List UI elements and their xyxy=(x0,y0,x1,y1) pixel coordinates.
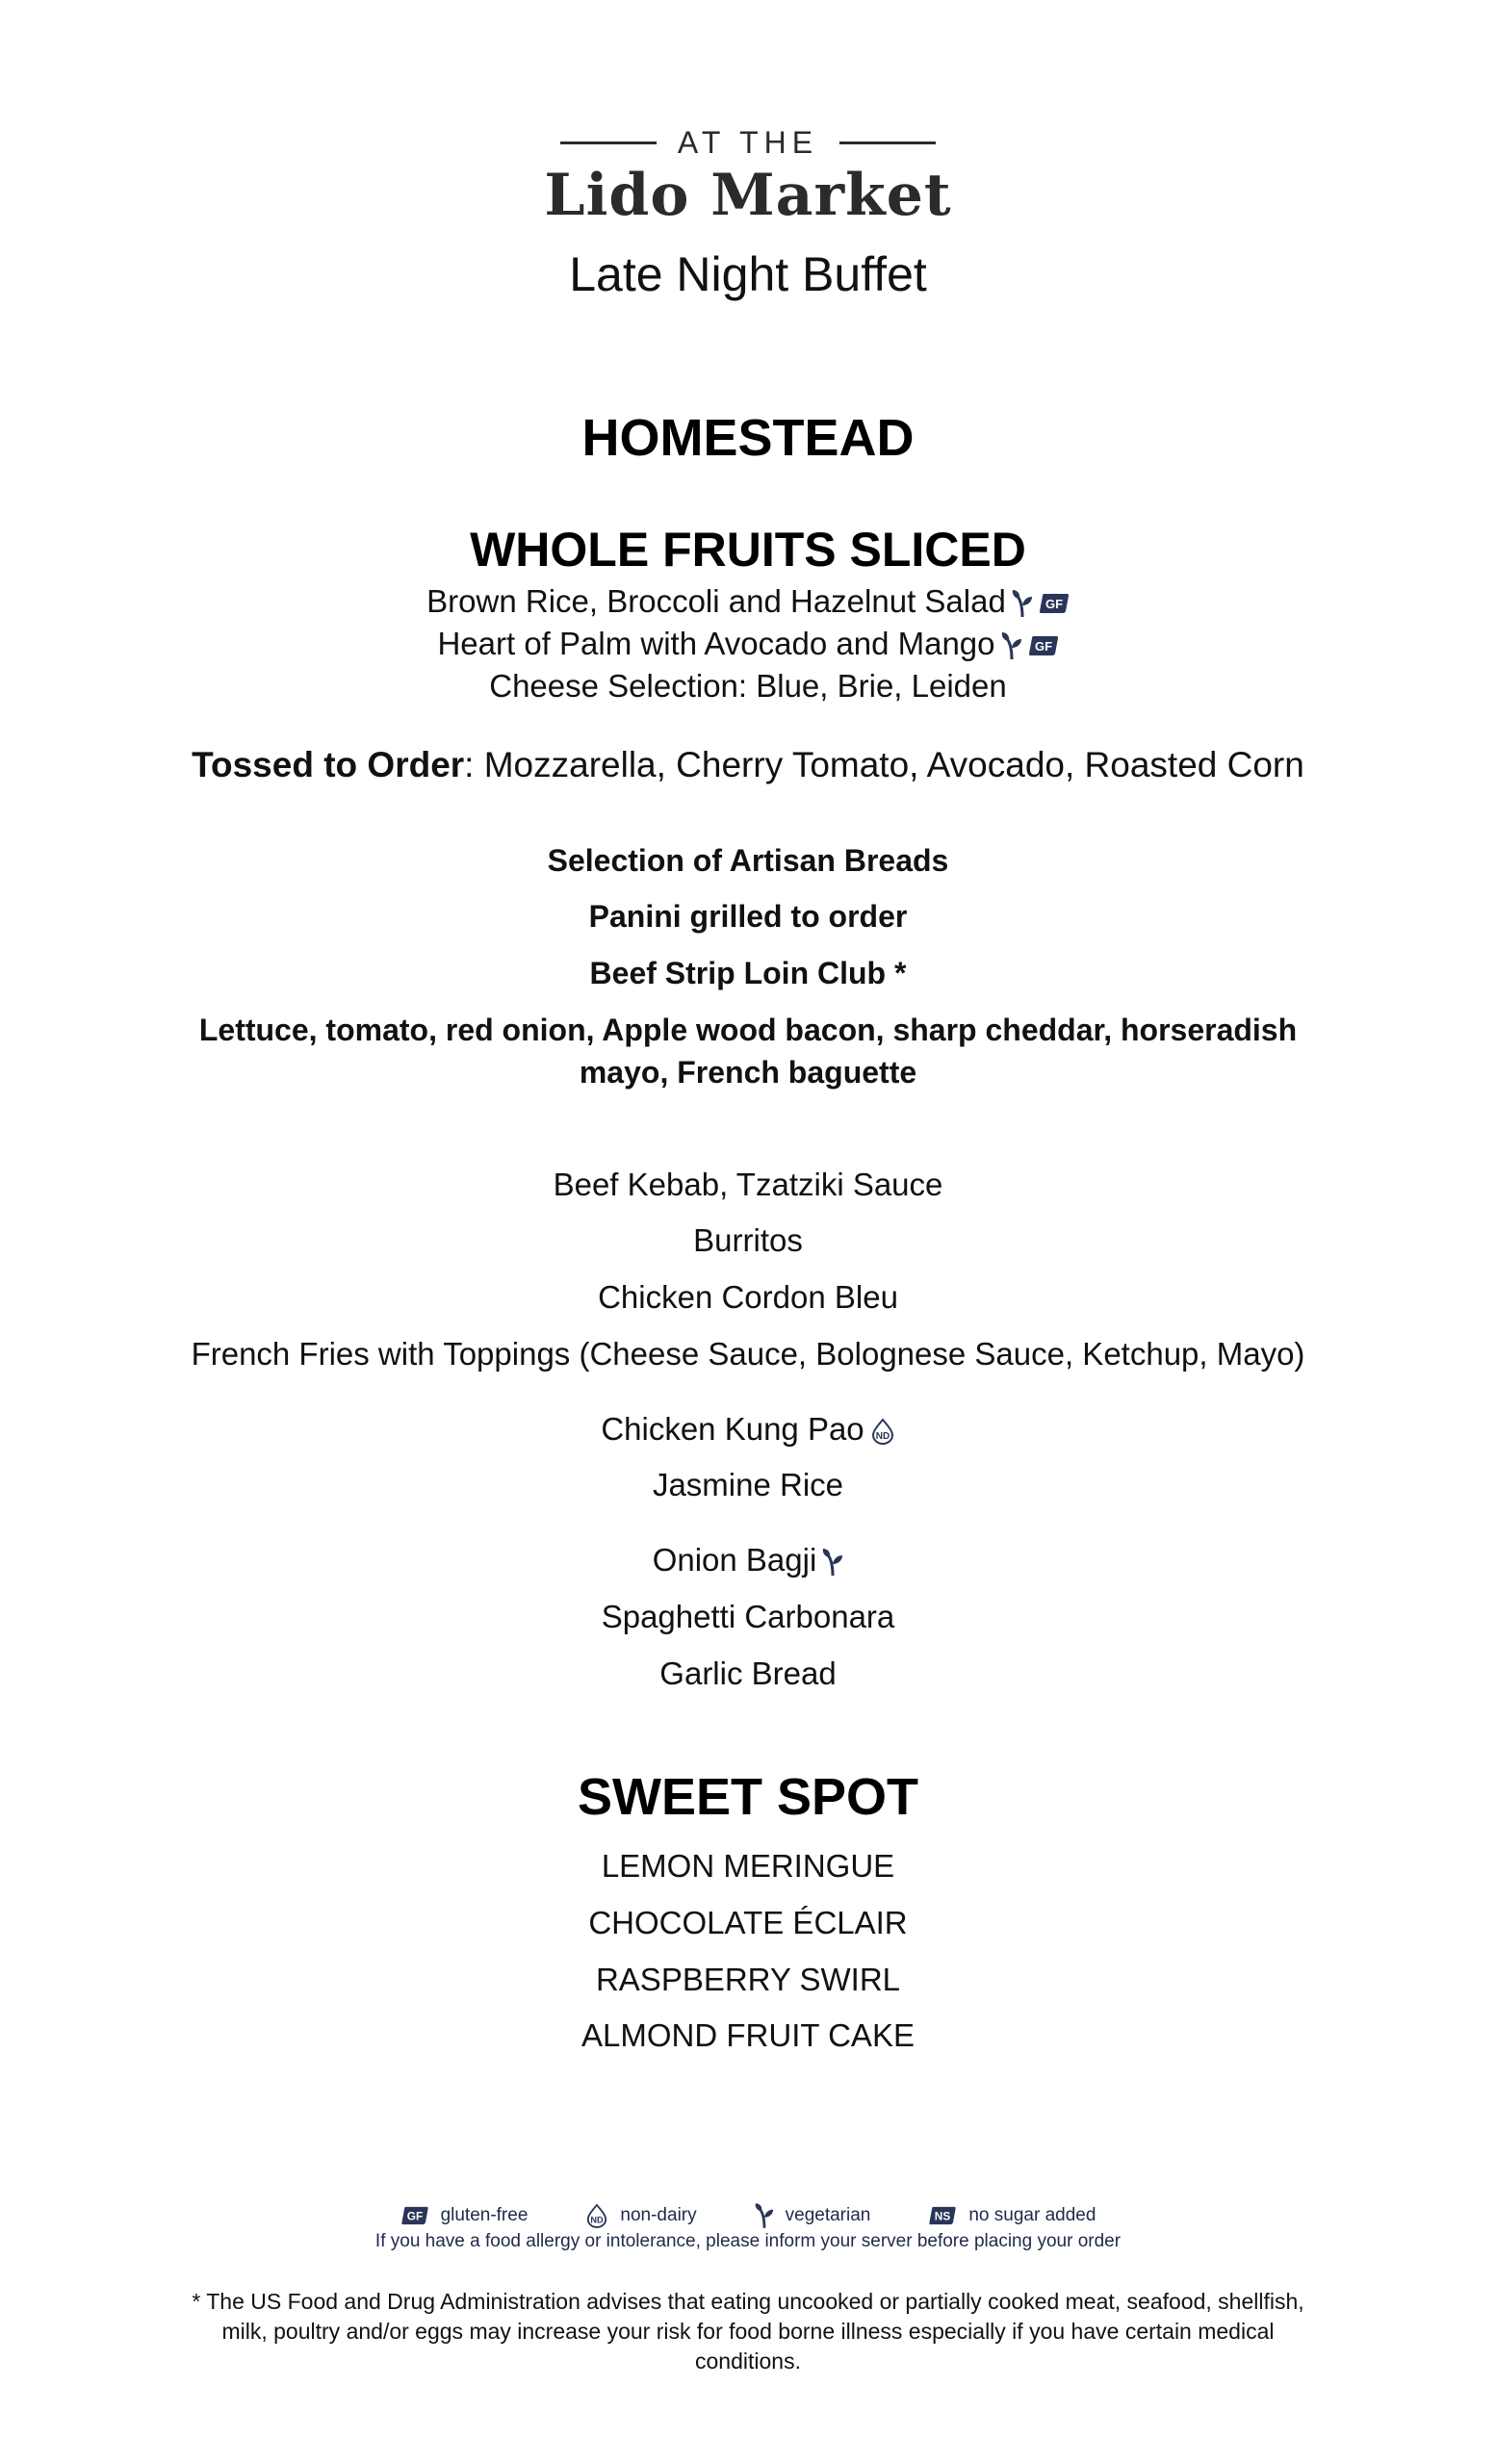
legend-non-dairy xyxy=(585,2203,696,2228)
menu-item-beef-kebab: Beef Kebab, Tzatziki Sauce xyxy=(553,1167,943,1202)
no-sugar-icon xyxy=(928,2206,957,2225)
dessert-item: ALMOND FRUIT CAKE xyxy=(581,2017,915,2053)
svg-text:GF: GF xyxy=(1045,597,1063,612)
section-title-sweet-spot: SWEET SPOT xyxy=(577,1768,919,1826)
gluten-free-icon xyxy=(1039,593,1070,614)
menu-item-tossed-to-order xyxy=(0,745,1496,785)
vegetarian-icon xyxy=(822,1548,843,1577)
menu-item-burritos: Burritos xyxy=(693,1222,803,1258)
menu-item-cheese: Cheese Selection: Blue, Brie, Leiden xyxy=(489,668,1007,704)
menu-item-heart-of-palm xyxy=(0,626,1496,662)
logo-at-the: AT THE xyxy=(677,125,819,160)
gluten-free-icon xyxy=(400,2206,429,2225)
tossed-label: Tossed to Order xyxy=(192,745,465,784)
gluten-free-icon xyxy=(1028,635,1059,656)
tossed-items: : Mozzarella, Cherry Tomato, Avocado, Roasted Corn xyxy=(464,745,1304,784)
section-subtitle-fruits: WHOLE FRUITS SLICED xyxy=(470,523,1026,577)
fda-notice: * The US Food and Drug Administration advises that eating uncooked or partially cooked meat, seafood, shellfish, milk, poultry and/or eggs may increase your risk for food borne illness especially if you have certain medical conditions. xyxy=(192,2289,1304,2374)
menu-item-cordon-bleu: Chicken Cordon Bleu xyxy=(598,1279,898,1315)
legend-label: vegetarian xyxy=(785,2205,871,2225)
svg-text:NS: NS xyxy=(935,2209,951,2223)
club-description-line1: Lettuce, tomato, red onion, Apple wood bacon, sharp cheddar, horseradish xyxy=(198,1013,1298,1047)
svg-text:ND: ND xyxy=(590,2215,605,2225)
menu-subtitle: Late Night Buffet xyxy=(569,247,927,301)
legend-label: non-dairy xyxy=(620,2205,697,2225)
legend-label: no sugar added xyxy=(968,2205,1096,2225)
vegetarian-icon xyxy=(1012,589,1033,618)
section-title-homestead: HOMESTEAD xyxy=(581,409,915,467)
svg-text:GF: GF xyxy=(406,2209,423,2223)
logo-line-right xyxy=(839,141,936,144)
svg-text:GF: GF xyxy=(1034,639,1052,654)
legend-label: gluten-free xyxy=(440,2205,529,2225)
menu-item-label: Onion Bagji xyxy=(652,1542,817,1578)
menu-item-label: Brown Rice, Broccoli and Hazelnut Salad xyxy=(426,583,1006,619)
dietary-legend xyxy=(0,2202,1496,2229)
dessert-item: CHOCOLATE ÉCLAIR xyxy=(588,1905,908,1940)
menu-item-onion-bagji xyxy=(0,1542,1496,1578)
logo-line-left xyxy=(560,141,657,144)
dessert-item: LEMON MERINGUE xyxy=(601,1848,895,1884)
non-dairy-icon xyxy=(870,1418,895,1445)
vegetarian-icon xyxy=(1001,631,1022,660)
menu-item-jasmine-rice: Jasmine Rice xyxy=(652,1467,844,1502)
svg-text:ND: ND xyxy=(875,1431,890,1443)
menu-item-french-fries: French Fries with Toppings (Cheese Sauce, Bolognese Sauce, Ketchup, Mayo) xyxy=(191,1336,1305,1372)
logo-at-the-row xyxy=(0,125,1496,161)
menu-item-brown-rice xyxy=(0,583,1496,620)
legend-no-sugar xyxy=(928,2205,1096,2226)
menu-item-label: Chicken Kung Pao xyxy=(601,1411,864,1447)
legend-gluten-free xyxy=(400,2205,529,2226)
dessert-item: RASPBERRY SWIRL xyxy=(595,1962,901,1997)
menu-item-breads: Selection of Artisan Breads xyxy=(547,843,949,878)
menu-item-garlic-bread: Garlic Bread xyxy=(659,1656,837,1691)
vegetarian-icon xyxy=(755,2202,774,2229)
non-dairy-icon xyxy=(585,2203,608,2228)
menu-item-panini: Panini grilled to order xyxy=(588,899,908,934)
menu-item-club: Beef Strip Loin Club * xyxy=(589,956,907,990)
menu-item-carbonara: Spaghetti Carbonara xyxy=(601,1599,895,1634)
allergy-note: If you have a food allergy or intolerance, please inform your server before placing your order xyxy=(374,2231,1122,2251)
legend-vegetarian xyxy=(755,2202,871,2229)
club-description-line2: mayo, French baguette xyxy=(579,1055,917,1090)
logo-venue-name: Lido Market xyxy=(544,162,952,229)
menu-item-label: Heart of Palm with Avocado and Mango xyxy=(437,626,995,661)
menu-item-kung-pao xyxy=(0,1411,1496,1448)
